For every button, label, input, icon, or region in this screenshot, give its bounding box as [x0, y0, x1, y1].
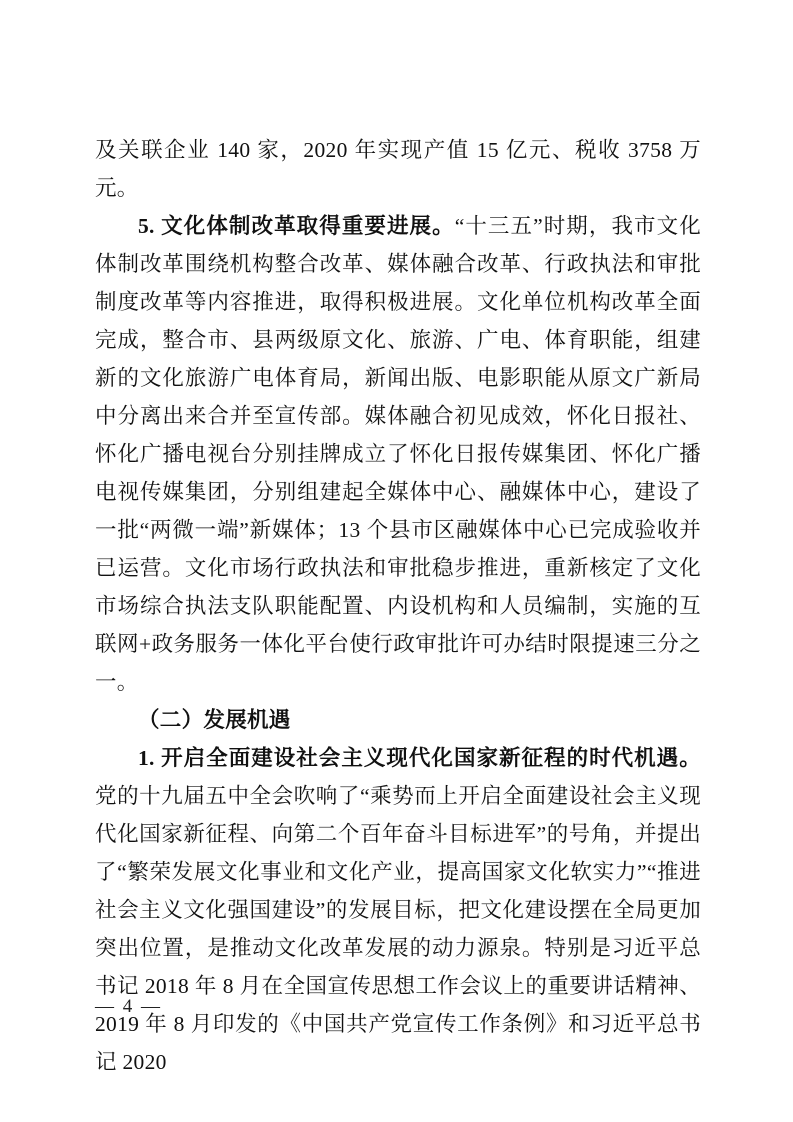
paragraph-era-opportunity-heading: 1. 开启全面建设社会主义现代化国家新征程的时代机遇。 — [138, 746, 701, 770]
section-heading-development-opportunities — [95, 701, 701, 739]
paragraph-continued — [95, 131, 701, 207]
page-number — [95, 996, 162, 1018]
paragraph-continued-text: 及关联企业 140 家，2020 年实现产值 15 亿元、税收 3758 万元。 — [95, 138, 701, 200]
page-number-text: — 4 — — [95, 996, 162, 1017]
paragraph-reform-progress-heading: 5. 文化体制改革取得重要进展。 — [138, 214, 455, 238]
paragraph-era-opportunity — [95, 739, 701, 1081]
paragraph-reform-progress-text: “十三五”时期，我市文化体制改革围绕机构整合改革、媒体融合改革、行政执法和审批制度改革等内容推进，取得积极进展。文化单位机构改革全面完成，整合市、县两级原文化、旅游、广电、体育职能，组建新的文化旅游广电体育局，新闻出版、电影职能从原文广新局中分离出来合并至宣传部。媒体融合初见成效，怀化日报社、怀化广播电视台分别挂牌成立了怀化日报传媒集团、怀化广播电视传媒集团，分别组建起全媒体中心、融媒体中心，建设了一批“两微一端”新媒体；13 个县市区融媒体中心已完成验收并已运营。文化市场行政执法和审批稳步推进，重新核定了文化市场综合执法支队职能配置、内设机构和人员编制，实施的互联网+政务服务一体化平台使行政审批许可办结时限提速三分之一。 — [95, 214, 702, 694]
paragraph-era-opportunity-text: 党的十九届五中全会吹响了“乘势而上开启全面建设社会主义现代化国家新征程、向第二个百年奋斗目标进军”的号角，并提出了“繁荣发展文化事业和文化产业，提高国家文化软实力”“推进社会主义文化强国建设”的发展目标，把文化建设摆在全局更加突出位置，是推动文化改革发展的动力源泉。特别是习近平总书记 2018 年 8 月在全国宣传思想工作会议上的重要讲话精神、2019 年 8 月印发的《中国共产党宣传工作条例》和习近平总书记 2020 — [95, 784, 701, 1074]
paragraph-reform-progress — [95, 207, 701, 701]
document-body — [95, 131, 701, 1081]
section-heading-text: （二）发展机遇 — [138, 708, 291, 732]
